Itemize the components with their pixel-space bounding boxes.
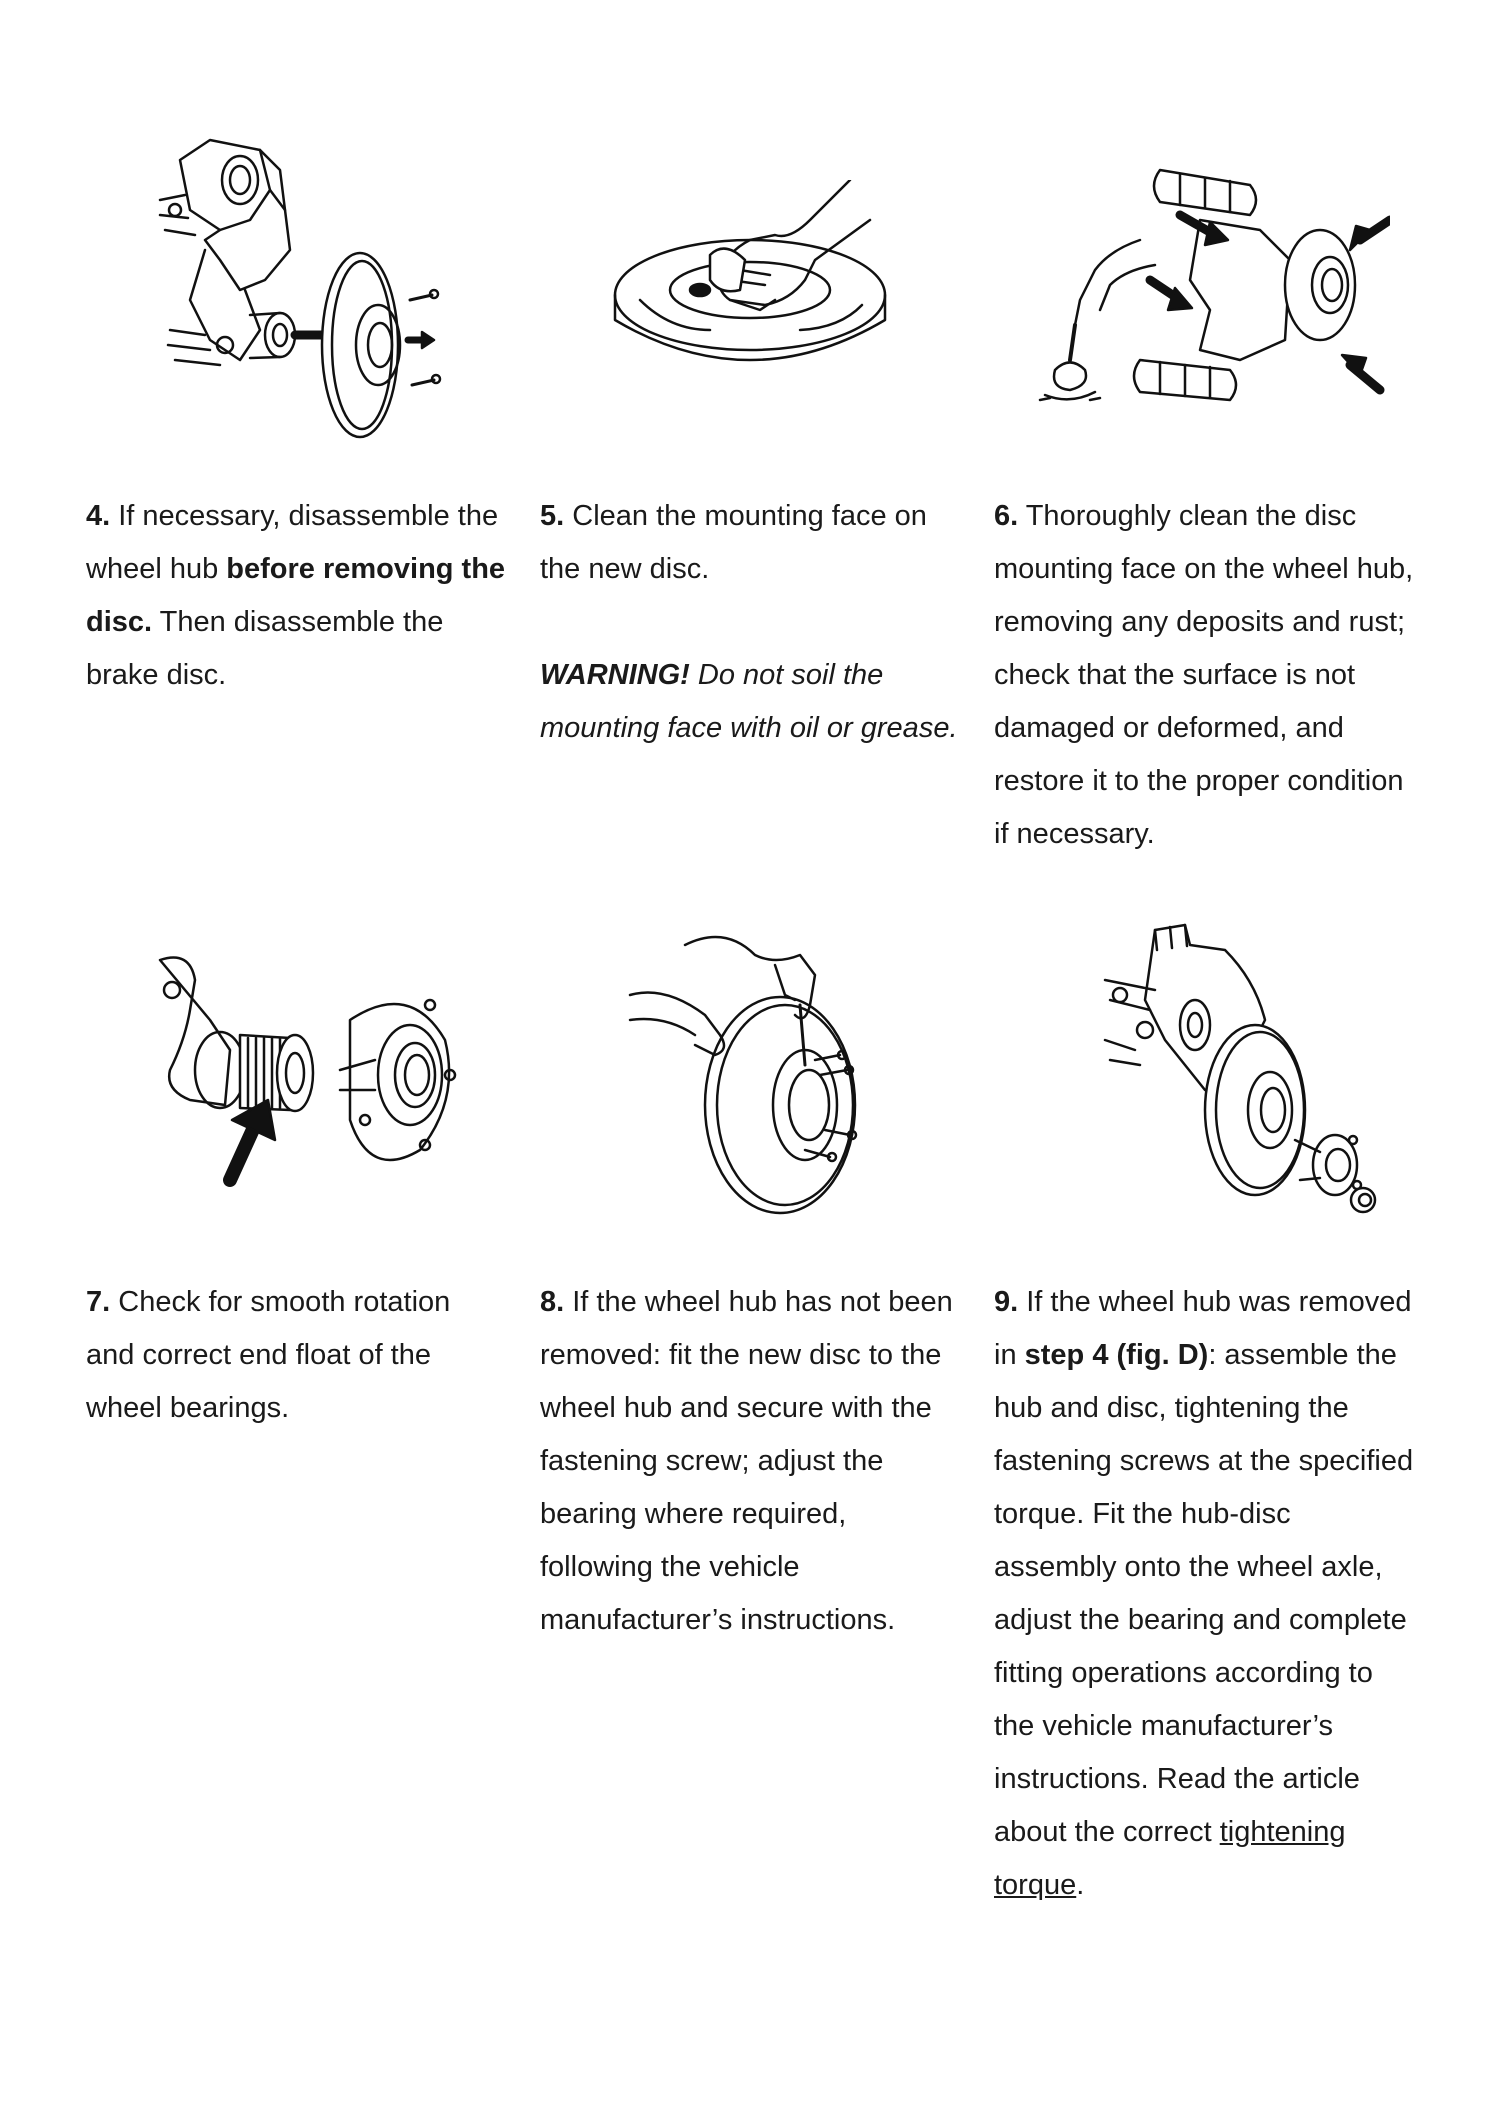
step-number: 7.: [86, 1286, 111, 1318]
step-5-text: [540, 490, 960, 755]
step-9-text: [994, 1276, 1414, 1912]
hands-fitting-disc-icon: [625, 925, 875, 1215]
step-4-text: [86, 490, 506, 702]
step-text: If necessary, disassemble the wheel hub: [86, 500, 499, 585]
step-number: 8.: [540, 1286, 565, 1318]
step-text: Then disassemble the brake disc.: [86, 606, 444, 691]
tightening-torque-link[interactable]: tightening torque: [994, 1816, 1346, 1901]
step-text: Clean the mounting face on the new disc.: [540, 500, 927, 585]
step-text: Check for smooth rotation and correct end float of the wheel bearings.: [86, 1286, 451, 1424]
caliper-hub-disc-removal-icon: [150, 130, 450, 440]
wheel-bearing-check-icon: [150, 950, 460, 1190]
step-bold-text: step 4 (fig. D): [1024, 1339, 1209, 1371]
step-text: Thoroughly clean the disc mounting face on the wheel hub, removing any deposits and rust; check that the surface is not damaged or deformed, and restore it to the proper condition if necessary.: [994, 500, 1414, 850]
step-text: .: [1076, 1869, 1085, 1901]
step-text: If the wheel hub was removed in: [994, 1286, 1412, 1371]
warning-text: Do not soil the mounting face with oil or grease.: [540, 659, 958, 744]
step-number: 9.: [994, 1286, 1019, 1318]
step-text: : assemble the hub and disc, tightening the fastening screws at the specified torque. Fit the hub-disc assembly onto the wheel axle, adjust the bearing and complete fitting operations according to the vehicle manufacturer’s instructions. Read the article about the correct: [994, 1339, 1414, 1848]
hub-disc-assembly-axle-icon: [1095, 920, 1385, 1220]
brush-cleaning-hub-icon: [1030, 160, 1390, 410]
step-8-text: [540, 1276, 960, 1647]
step-text: If the wheel hub has not been removed: fit the new disc to the wheel hub and secure with the fastening screw; adjust the bearing where required, following the vehicle manufacturer’s instructions.: [540, 1286, 953, 1636]
step-7-text: [86, 1276, 506, 1435]
step-number: 6.: [994, 500, 1019, 532]
step-number: 5.: [540, 500, 565, 532]
step-number: 4.: [86, 500, 111, 532]
step-bold-text: before removing the disc.: [86, 553, 506, 638]
warning-note: [540, 649, 960, 755]
warning-label: WARNING!: [540, 659, 690, 691]
hand-cleaning-disc-icon: [600, 180, 900, 380]
step-6-text: [994, 490, 1414, 861]
